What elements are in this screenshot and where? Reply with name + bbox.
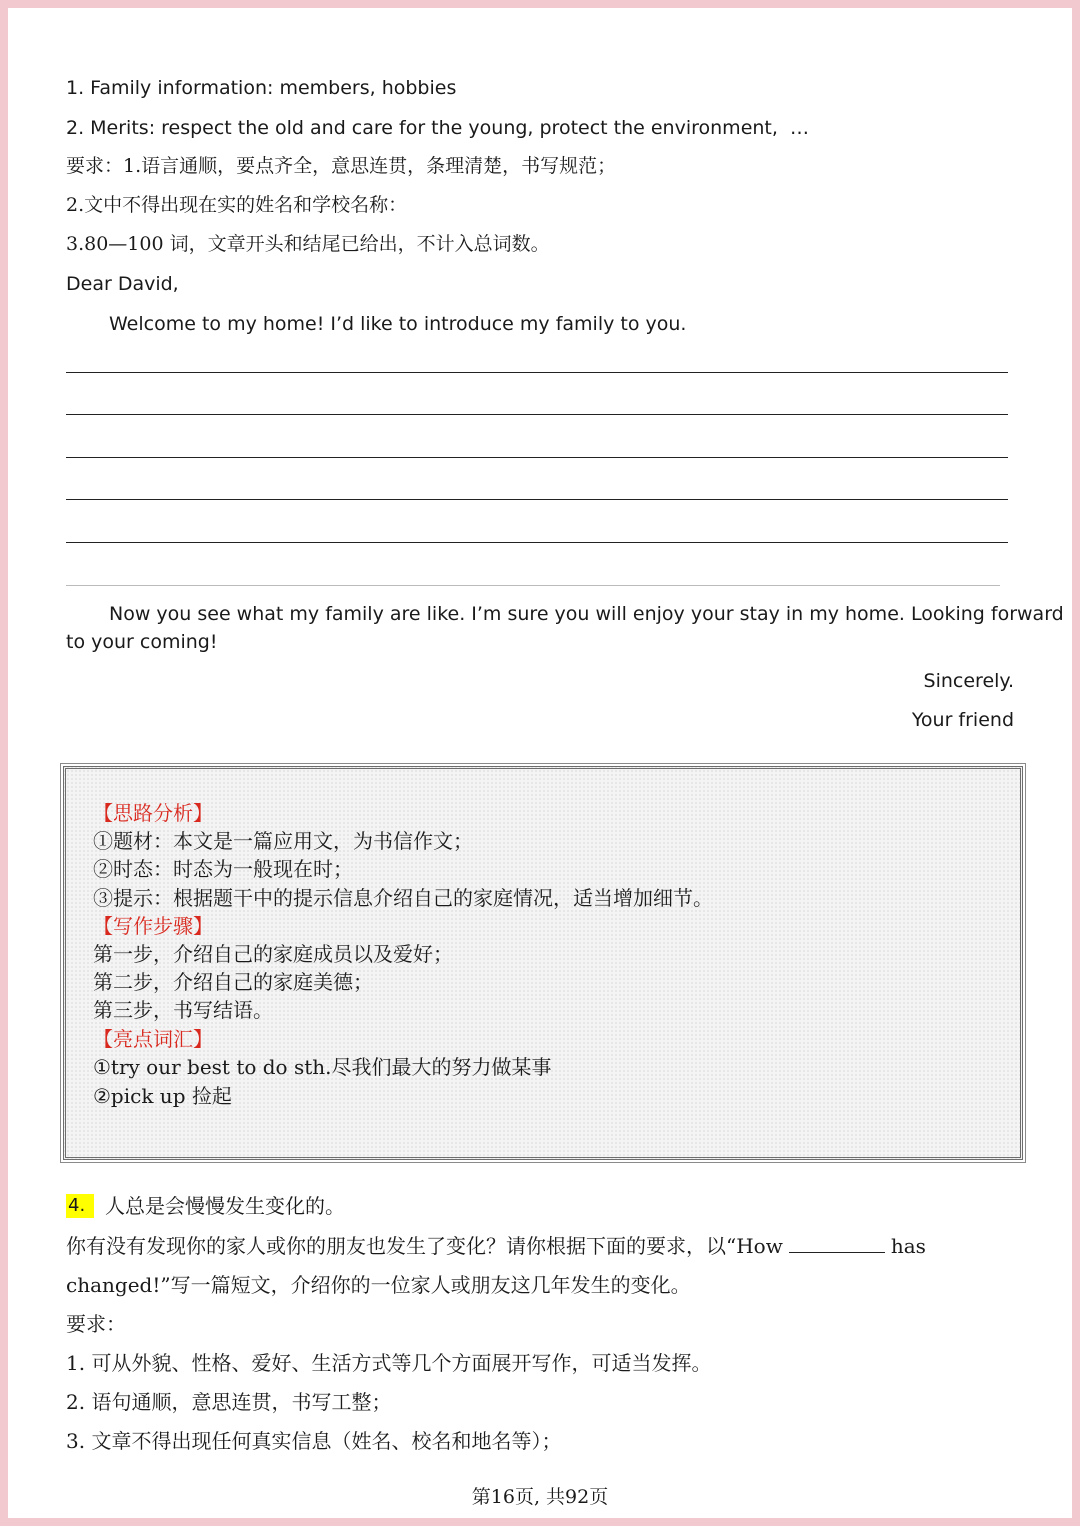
question-title: 人总是会慢慢发生变化的。 (105, 1194, 345, 1218)
writing-line (66, 542, 1008, 543)
step-item: 第一步，介绍自己的家庭成员以及爱好； (93, 942, 453, 966)
letter-signoff: Sincerely. (923, 670, 1014, 692)
prompt-point-1: 1. Family information: members, hobbies (66, 77, 457, 99)
writing-line (66, 414, 1008, 415)
vocab-item: ①try our best to do sth.尽我们最大的努力做某事 (93, 1055, 552, 1079)
requirement-item: 3. 文章不得出现任何真实信息（姓名、校名和地名等）； (66, 1429, 562, 1453)
requirement-3: 3.80—100 词，文章开头和结尾已给出，不计入总词数。 (66, 233, 550, 255)
requirement-1: 要求：1.语言通顺，要点齐全，意思连贯，条理清楚，书写规范； (66, 155, 617, 177)
writing-line (66, 457, 1008, 458)
requirement-item: 1. 可从外貌、性格、爱好、生活方式等几个方面展开写作，可适当发挥。 (66, 1351, 712, 1375)
letter-greeting: Dear David, (66, 273, 179, 295)
letter-closing-line1: Now you see what my family are like. I’m sure you will enjoy your stay in my home. Looking forward (109, 603, 1064, 625)
prompt-point-2: 2. Merits: respect the old and care for the young, protect the environment, … (66, 117, 809, 139)
analysis-item: ①题材：本文是一篇应用文，为书信作文； (93, 829, 473, 853)
prompt-text: 你有没有发现你的家人或你的朋友也发生了变化？请你根据下面的要求，以“How (66, 1234, 783, 1258)
vocab-heading: 【亮点词汇】 (93, 1027, 213, 1051)
question-prompt-line2: changed!”写一篇短文，介绍你的一位家人或朋友这几年发生的变化。 (66, 1273, 691, 1297)
analysis-item: ②时态：时态为一般现在时； (93, 857, 353, 881)
requirement-2: 2.文中不得出现在实的姓名和学校名称： (66, 194, 408, 216)
analysis-item: ③提示：根据题干中的提示信息介绍自己的家庭情况，适当增加细节。 (93, 886, 713, 910)
question-prompt-line1 (66, 1232, 926, 1260)
step-item: 第二步，介绍自己的家庭美德； (93, 970, 373, 994)
worksheet-page (8, 8, 1072, 1518)
prompt-text: has (890, 1234, 926, 1258)
question-number-badge: 4. (66, 1194, 94, 1218)
letter-opening: Welcome to my home! I’d like to introduce my family to you. (109, 313, 687, 335)
steps-heading: 【写作步骤】 (93, 914, 213, 938)
analysis-heading: 【思路分析】 (93, 801, 213, 825)
writing-line (66, 372, 1008, 373)
fill-blank (789, 1234, 885, 1253)
letter-closing-line2: to your coming! (66, 631, 218, 653)
page-footer: 第16页, 共92页 (471, 1486, 609, 1508)
requirements-label: 要求： (66, 1312, 126, 1336)
vocab-item: ②pick up 捡起 (93, 1084, 232, 1108)
writing-line (66, 585, 1000, 586)
step-item: 第三步，书写结语。 (93, 998, 273, 1022)
writing-line (66, 499, 1008, 500)
requirement-item: 2. 语句通顺，意思连贯，书写工整； (66, 1390, 392, 1414)
letter-signature: Your friend (911, 709, 1014, 731)
analysis-box (63, 766, 1023, 1160)
